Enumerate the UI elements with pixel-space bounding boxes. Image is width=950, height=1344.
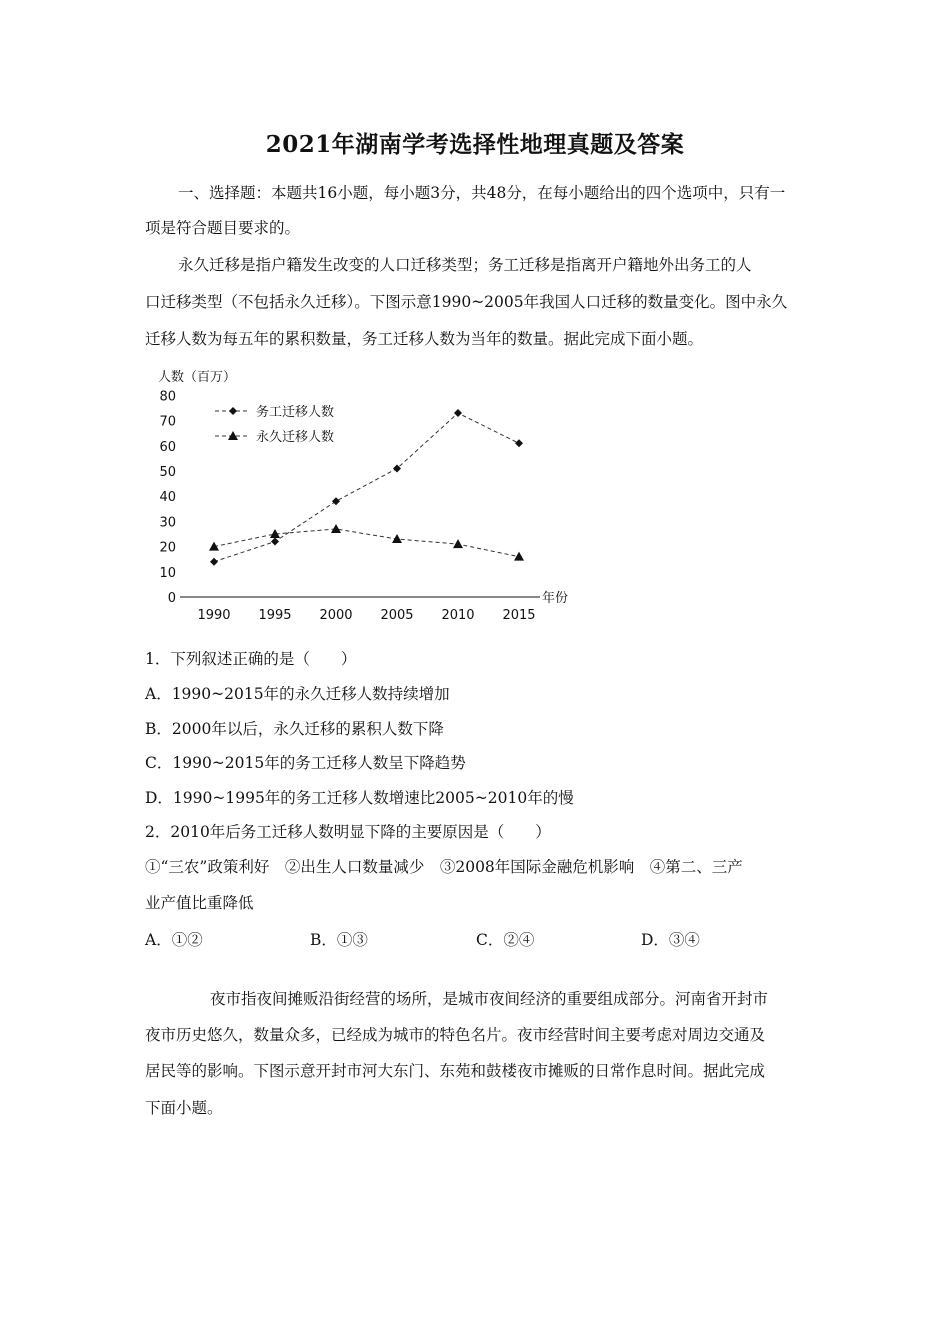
section-intro-line-1: 一、选择题：本题共16小题，每小题3分，共48分，在每小题给出的四个选项中，只有一 [178,184,786,202]
diamond-marker [515,439,523,447]
passage-2-line-3: 居民等的影响。下图示意开封市河大东门、东苑和鼓楼夜市摊贩的日常作息时间。据此完成 [145,1062,766,1080]
diamond-marker [210,558,218,566]
x-tick-label: 2015 [502,608,536,623]
triangle-marker [392,534,402,543]
q2-option-b: B．①③ [310,931,368,949]
diamond-marker [332,497,340,505]
section-intro-line-2: 项是符合题目要求的。 [145,219,301,237]
legend-label-permanent: 永久迁移人数 [256,430,335,445]
q1-option-c: C．1990~2015年的务工迁移人数呈下降趋势 [145,754,466,772]
series-line-permanent [214,529,519,557]
y-tick-label: 80 [159,389,176,405]
q1-option-b: B．2000年以后，永久迁移的累积人数下降 [145,720,444,738]
passage-2-line-4: 下面小题。 [145,1099,223,1117]
passage-1-line-2: 口迁移类型（不包括永久迁移）。下图示意1990~2005年我国人口迁移的数量变化。图中永久 [145,293,788,311]
triangle-marker [514,552,524,561]
y-tick-label: 20 [159,540,176,556]
passage-2-line-1: 夜市指夜间摊贩沿街经营的场所，是城市夜间经济的重要组成部分。河南省开封市 [210,990,769,1008]
q2-option-c: C．②④ [476,931,535,949]
q1-option-d: D．1990~1995年的务工迁移人数增速比2005~2010年的慢 [145,789,574,807]
y-tick-label: 50 [159,465,176,480]
q2-items-line-1: ①“三农”政策利好 ②出生人口数量减少 ③2008年国际金融危机影响 ④第二、三产 [145,858,743,876]
x-tick-label: 2005 [380,608,414,623]
q2-option-d: D．③④ [641,931,700,949]
triangle-marker [331,524,341,533]
q2-stem: 2．2010年后务工迁移人数明显下降的主要原因是（ ） [145,823,551,841]
y-tick-label: 40 [159,490,176,506]
x-tick-label: 2010 [441,608,475,623]
y-axis-label: 人数（百万） [158,370,237,385]
migration-line-chart [150,365,580,630]
q1-stem: 1．下列叙述正确的是（ ） [145,650,357,668]
legend-diamond-icon [229,407,237,415]
q1-option-a: A．1990~2015年的永久迁移人数持续增加 [145,685,450,703]
x-tick-labels [197,608,535,623]
x-tick-label: 2000 [319,608,353,623]
y-tick-label: 70 [159,414,176,430]
passage-1-line-1: 永久迁移是指户籍发生改变的人口迁移类型；务工迁移是指离开户籍地外出务工的人 [178,256,752,274]
q2-items-line-2: 业产值比重降低 [145,894,254,912]
passage-1-line-3: 迁移人数为每五年的累积数量，务工迁移人数为当年的数量。据此完成下面小题。 [145,330,704,348]
page-title: 2021年湖南学考选择性地理真题及答案 [265,131,685,158]
passage-2-line-2: 夜市历史悠久，数量众多，已经成为城市的特色名片。夜市经营时间主要考虑对周边交通及 [145,1026,766,1044]
y-tick-labels [159,389,176,606]
y-tick-label: 10 [159,565,176,581]
q2-option-a: A．①② [145,931,203,949]
triangle-marker [453,539,463,548]
y-tick-label: 30 [159,515,176,531]
y-tick-label: 60 [159,439,176,455]
legend-label-work: 务工迁移人数 [256,405,335,420]
x-tick-label: 1990 [197,608,231,623]
diamond-marker [271,538,279,546]
y-tick-label: 0 [167,591,176,606]
diamond-marker [454,409,462,417]
x-axis-label: 年份 [542,591,569,606]
x-tick-label: 1995 [258,608,292,623]
legend [215,404,334,445]
